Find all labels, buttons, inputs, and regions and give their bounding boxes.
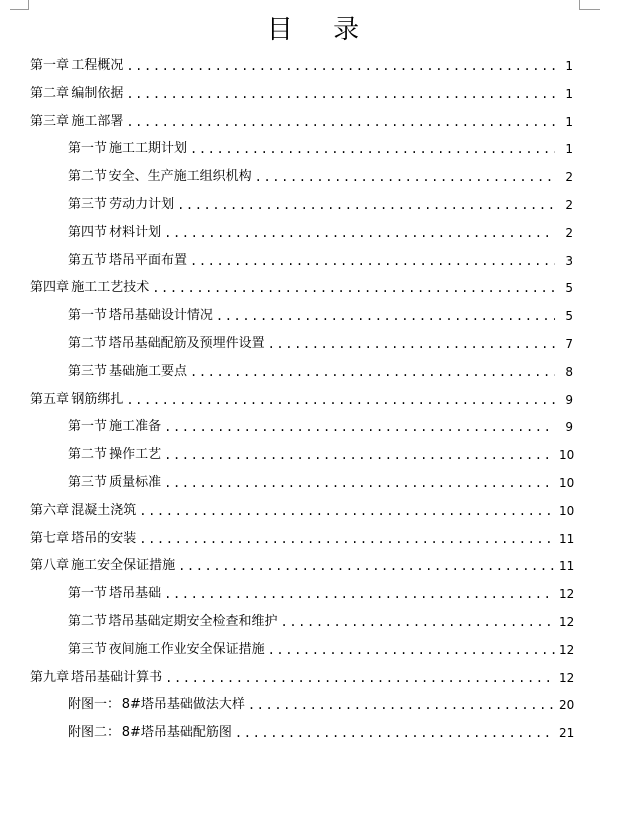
toc-entry-title: 塔吊基础定期安全检查和维护 bbox=[108, 614, 278, 629]
toc-chapter-entry[interactable] bbox=[30, 390, 573, 410]
toc-chapter-entry[interactable] bbox=[30, 501, 573, 521]
toc-entry-title: 质量标准 bbox=[109, 475, 162, 490]
toc-section-entry[interactable] bbox=[68, 139, 573, 159]
toc-entry-title: 8#塔吊基础配筋图 bbox=[121, 725, 232, 741]
toc-entry-title: 塔吊基础配筋及预埋件设置 bbox=[108, 336, 265, 351]
toc-dot-leader bbox=[164, 223, 555, 243]
page-corner-mark-top-right bbox=[579, 0, 600, 10]
toc-section-entry[interactable] bbox=[68, 195, 573, 215]
toc-dot-leader bbox=[268, 334, 555, 354]
toc-entry-number: 第二章 bbox=[30, 85, 70, 101]
toc-page-number: 1 bbox=[565, 114, 573, 129]
toc-dot-leader bbox=[164, 584, 555, 604]
toc-dot-leader bbox=[126, 84, 555, 104]
toc-entry-title: 塔吊的安装 bbox=[71, 530, 137, 546]
toc-dot-leader bbox=[152, 278, 555, 298]
toc-page-number: 5 bbox=[565, 281, 573, 296]
toc-dot-leader bbox=[190, 139, 555, 159]
toc-entry-number: 第一章 bbox=[30, 58, 70, 73]
toc-chapter-entry[interactable] bbox=[30, 112, 573, 132]
toc-entry-title: 工程概况 bbox=[71, 58, 124, 73]
toc-entry-title: 施工工艺技术 bbox=[71, 280, 150, 296]
toc-dot-leader bbox=[190, 251, 555, 271]
toc-entry-number: 第二节 bbox=[68, 447, 108, 463]
toc-entry-number: 第一节 bbox=[68, 419, 108, 435]
toc-dot-leader bbox=[216, 306, 555, 326]
toc-entry-number: 第三节 bbox=[68, 475, 108, 490]
toc-page-number: 21 bbox=[559, 726, 575, 741]
toc-dot-leader bbox=[164, 445, 555, 465]
toc-entry-title: 材料计划 bbox=[109, 224, 162, 240]
toc-entry-title: 劳动力计划 bbox=[109, 197, 175, 212]
toc-page-number: 9 bbox=[565, 420, 573, 435]
toc-entry-number: 第七章 bbox=[30, 530, 70, 546]
toc-entry-number: 第三章 bbox=[30, 113, 70, 129]
toc-section-entry[interactable] bbox=[68, 417, 573, 437]
toc-dot-leader bbox=[268, 640, 555, 660]
toc-section-entry[interactable] bbox=[68, 362, 573, 382]
toc-entry-title: 施工安全保证措施 bbox=[71, 558, 176, 574]
toc-entry-number: 第九章 bbox=[30, 669, 70, 685]
toc-page-number: 8 bbox=[565, 364, 573, 379]
toc-page-number: 11 bbox=[559, 559, 575, 574]
toc-dot-leader bbox=[126, 112, 555, 132]
toc-page-number: 10 bbox=[559, 448, 575, 463]
toc-section-entry[interactable] bbox=[68, 306, 573, 326]
toc-entry-number: 第一节 bbox=[68, 308, 108, 324]
toc-dot-leader bbox=[255, 167, 555, 187]
toc-dot-leader bbox=[177, 195, 555, 215]
toc-section-entry[interactable] bbox=[68, 695, 573, 715]
toc-page-number: 12 bbox=[559, 587, 575, 602]
toc-entry-number: 第二节 bbox=[68, 614, 108, 629]
toc-entry-title: 塔吊平面布置 bbox=[109, 252, 188, 268]
toc-section-entry[interactable] bbox=[68, 223, 573, 243]
toc-dot-leader bbox=[178, 556, 555, 576]
toc-chapter-entry[interactable] bbox=[30, 529, 573, 549]
toc-chapter-entry[interactable] bbox=[30, 278, 573, 298]
toc-dot-leader bbox=[139, 529, 555, 549]
toc-entry-number: 第四章 bbox=[30, 280, 70, 296]
toc-dot-leader bbox=[190, 362, 555, 382]
toc-page-number: 3 bbox=[565, 253, 573, 268]
toc-section-entry[interactable] bbox=[68, 167, 573, 187]
toc-page-number: 7 bbox=[565, 337, 573, 351]
toc-page-number: 1 bbox=[565, 142, 573, 157]
toc-entry-number: 第五章 bbox=[30, 391, 70, 407]
toc-entry-number: 第三节 bbox=[68, 641, 108, 657]
toc-page-number: 12 bbox=[559, 642, 575, 657]
toc-section-entry[interactable] bbox=[68, 723, 573, 743]
toc-entry-title: 塔吊基础计算书 bbox=[71, 669, 163, 685]
toc-page-number: 2 bbox=[565, 225, 573, 240]
toc-dot-leader bbox=[139, 501, 555, 521]
toc-entry-number: 第三节 bbox=[68, 363, 108, 379]
toc-page-number: 12 bbox=[559, 670, 575, 685]
page-title: 目 录 bbox=[266, 15, 376, 45]
toc-section-entry[interactable] bbox=[68, 612, 573, 632]
toc-entry-title: 施工准备 bbox=[109, 419, 162, 435]
toc-entry-title: 施工部署 bbox=[71, 113, 124, 129]
toc-entry-number: 第六章 bbox=[30, 502, 70, 518]
toc-entry-number: 第三节 bbox=[68, 197, 108, 212]
toc-page-number: 5 bbox=[565, 309, 573, 324]
toc-entry-title: 编制依据 bbox=[71, 85, 124, 101]
toc-dot-leader bbox=[164, 417, 555, 437]
toc-page-number: 10 bbox=[559, 503, 575, 518]
toc-entry-number: 第二节 bbox=[68, 169, 108, 185]
toc-page-number: 2 bbox=[565, 170, 573, 185]
toc-entry-number: 第二节 bbox=[68, 336, 108, 351]
toc-entry-title: 夜间施工作业安全保证措施 bbox=[108, 641, 265, 657]
toc-chapter-entry[interactable] bbox=[30, 84, 573, 104]
toc-entry-number: 第一节 bbox=[68, 586, 108, 602]
toc-section-entry[interactable] bbox=[68, 334, 573, 354]
toc-entry-title: 基础施工要点 bbox=[109, 363, 188, 379]
toc-page-number: 11 bbox=[559, 531, 575, 546]
toc-dot-leader bbox=[126, 390, 555, 410]
toc-page-number: 10 bbox=[559, 476, 575, 490]
page-corner-mark-top-left bbox=[10, 0, 29, 10]
toc-entry-number: 第四节 bbox=[68, 224, 108, 240]
toc-dot-leader bbox=[165, 668, 555, 688]
toc-dot-leader bbox=[126, 56, 555, 76]
toc-dot-leader bbox=[281, 612, 555, 632]
toc-entry-title: 塔吊基础 bbox=[109, 586, 162, 602]
toc-entry-title: 钢筋绑扎 bbox=[71, 391, 124, 407]
toc-dot-leader bbox=[235, 723, 555, 743]
toc-dot-leader bbox=[248, 695, 555, 715]
toc-entry-title: 混凝土浇筑 bbox=[71, 502, 137, 518]
toc-entry-title: 塔吊基础设计情况 bbox=[108, 308, 213, 324]
toc-page-number: 2 bbox=[565, 198, 573, 212]
toc-page-number: 9 bbox=[565, 392, 573, 407]
toc-section-entry[interactable] bbox=[68, 640, 573, 660]
toc-section-entry[interactable] bbox=[68, 473, 573, 493]
toc-entry-title: 8#塔吊基础做法大样 bbox=[121, 697, 245, 713]
toc-section-entry[interactable] bbox=[68, 584, 573, 604]
toc-entry-number: 第八章 bbox=[30, 558, 70, 574]
toc-entry-number: 第五节 bbox=[68, 252, 108, 268]
toc-entry-number: 附图一： bbox=[68, 697, 121, 713]
toc-section-entry[interactable] bbox=[68, 445, 573, 465]
toc-entry-title: 操作工艺 bbox=[109, 447, 162, 463]
toc-entry-number: 第一节 bbox=[68, 141, 108, 157]
toc-entry-number: 附图二： bbox=[68, 725, 121, 741]
toc-page-number: 1 bbox=[565, 59, 573, 73]
toc-page-number: 20 bbox=[559, 698, 575, 713]
toc-chapter-entry[interactable] bbox=[30, 668, 573, 688]
toc-page-number: 1 bbox=[565, 86, 573, 101]
toc-chapter-entry[interactable] bbox=[30, 56, 573, 76]
toc-section-entry[interactable] bbox=[68, 251, 573, 271]
toc-entry-title: 安全、生产施工组织机构 bbox=[108, 169, 252, 185]
toc-entry-title: 施工工期计划 bbox=[109, 141, 188, 157]
toc-page-number: 12 bbox=[559, 615, 575, 629]
toc-chapter-entry[interactable] bbox=[30, 556, 573, 576]
toc-dot-leader bbox=[164, 473, 555, 493]
